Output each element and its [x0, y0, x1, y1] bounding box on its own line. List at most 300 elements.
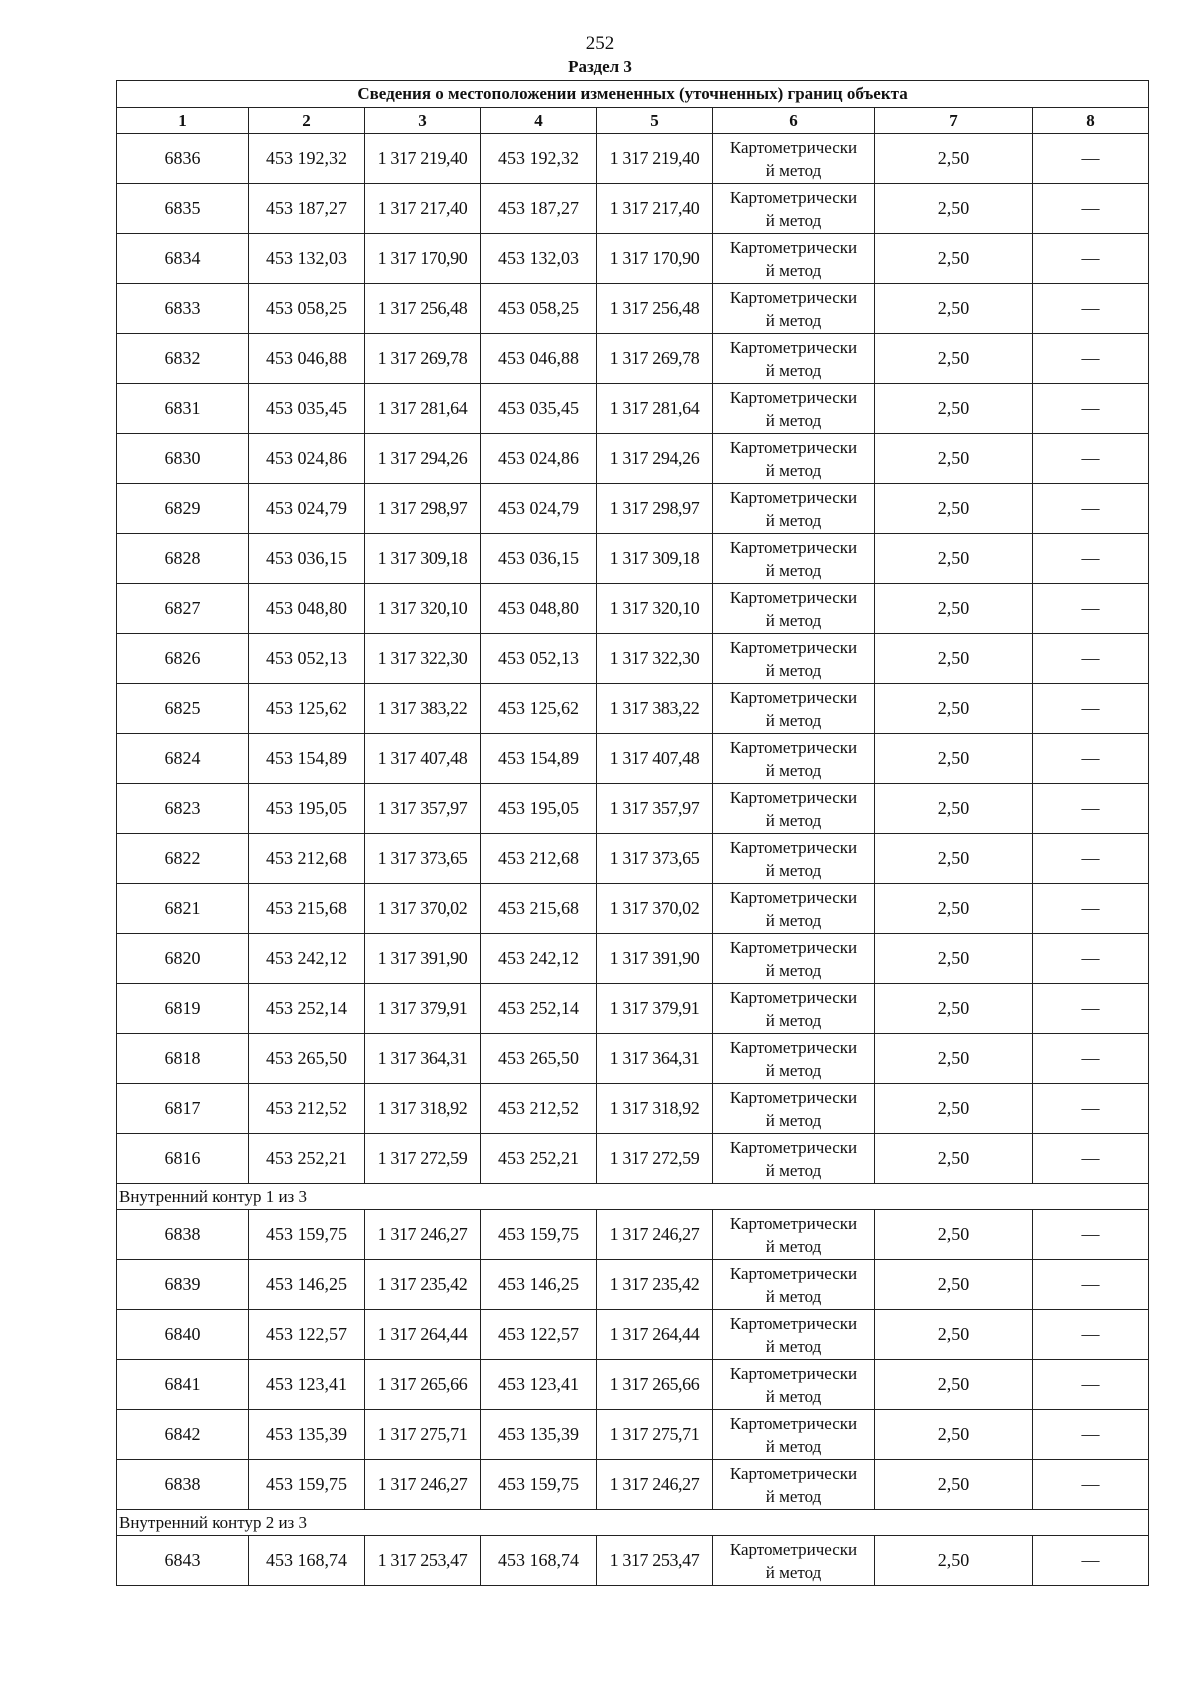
method-line-1: Картометрически	[729, 987, 858, 1007]
method-cell	[713, 684, 875, 734]
x-coordinate-cell: 453 122,57	[249, 1310, 365, 1360]
y-coordinate-new-cell: 1 317 391,90	[597, 934, 713, 984]
accuracy-cell: 2,50	[875, 1536, 1033, 1586]
y-coordinate-cell: 1 317 281,64	[365, 384, 481, 434]
y-coordinate-cell: 1 317 264,44	[365, 1310, 481, 1360]
method-cell	[713, 1460, 875, 1510]
method-line-1: Картометрически	[729, 587, 858, 607]
point-number-cell: 6817	[117, 1084, 249, 1134]
column-header: 2	[249, 108, 365, 134]
x-coordinate-cell: 453 265,50	[249, 1034, 365, 1084]
y-coordinate-new-cell: 1 317 373,65	[597, 834, 713, 884]
x-coordinate-cell: 453 212,52	[249, 1084, 365, 1134]
point-number-cell: 6821	[117, 884, 249, 934]
x-coordinate-cell: 453 024,79	[249, 484, 365, 534]
point-number-cell: 6836	[117, 134, 249, 184]
accuracy-cell: 2,50	[875, 1034, 1033, 1084]
method-line-2: й метод	[765, 1110, 822, 1130]
x-coordinate-new-cell: 453 122,57	[481, 1310, 597, 1360]
accuracy-cell: 2,50	[875, 334, 1033, 384]
x-coordinate-cell: 453 024,86	[249, 434, 365, 484]
description-cell: —	[1033, 784, 1149, 834]
description-cell: —	[1033, 1034, 1149, 1084]
table-row	[117, 634, 1149, 684]
point-number-cell: 6842	[117, 1410, 249, 1460]
method-line-2: й метод	[765, 910, 822, 930]
method-line-1: Картометрически	[729, 137, 858, 157]
method-line-2: й метод	[765, 710, 822, 730]
method-cell	[713, 834, 875, 884]
method-cell	[713, 134, 875, 184]
accuracy-cell: 2,50	[875, 384, 1033, 434]
method-cell	[713, 384, 875, 434]
accuracy-cell: 2,50	[875, 434, 1033, 484]
y-coordinate-new-cell: 1 317 246,27	[597, 1210, 713, 1260]
x-coordinate-new-cell: 453 242,12	[481, 934, 597, 984]
description-cell: —	[1033, 1310, 1149, 1360]
method-line-1: Картометрически	[729, 337, 858, 357]
method-line-1: Картометрически	[729, 237, 858, 257]
y-coordinate-new-cell: 1 317 294,26	[597, 434, 713, 484]
point-number-cell: 6839	[117, 1260, 249, 1310]
method-line-1: Картометрически	[729, 1463, 858, 1483]
y-coordinate-cell: 1 317 275,71	[365, 1410, 481, 1460]
method-line-1: Картометрически	[729, 387, 858, 407]
point-number-cell: 6830	[117, 434, 249, 484]
x-coordinate-cell: 453 154,89	[249, 734, 365, 784]
x-coordinate-cell: 453 252,21	[249, 1134, 365, 1184]
point-number-cell: 6835	[117, 184, 249, 234]
y-coordinate-cell: 1 317 318,92	[365, 1084, 481, 1134]
method-line-2: й метод	[765, 1160, 822, 1180]
method-line-2: й метод	[765, 660, 822, 680]
method-line-1: Картометрически	[729, 487, 858, 507]
y-coordinate-new-cell: 1 317 217,40	[597, 184, 713, 234]
y-coordinate-cell: 1 317 320,10	[365, 584, 481, 634]
point-number-cell: 6829	[117, 484, 249, 534]
point-number-cell: 6820	[117, 934, 249, 984]
description-cell: —	[1033, 584, 1149, 634]
method-cell	[713, 734, 875, 784]
table-row	[117, 984, 1149, 1034]
y-coordinate-cell: 1 317 256,48	[365, 284, 481, 334]
table-row	[117, 1134, 1149, 1184]
method-cell	[713, 984, 875, 1034]
table-row	[117, 284, 1149, 334]
y-coordinate-new-cell: 1 317 275,71	[597, 1410, 713, 1460]
column-header: 4	[481, 108, 597, 134]
method-line-1: Картометрически	[729, 837, 858, 857]
y-coordinate-cell: 1 317 219,40	[365, 134, 481, 184]
method-line-1: Картометрически	[729, 1037, 858, 1057]
table-row	[117, 584, 1149, 634]
y-coordinate-cell: 1 317 364,31	[365, 1034, 481, 1084]
y-coordinate-new-cell: 1 317 298,97	[597, 484, 713, 534]
description-cell: —	[1033, 534, 1149, 584]
x-coordinate-new-cell: 453 187,27	[481, 184, 597, 234]
x-coordinate-new-cell: 453 212,68	[481, 834, 597, 884]
y-coordinate-new-cell: 1 317 281,64	[597, 384, 713, 434]
x-coordinate-new-cell: 453 265,50	[481, 1034, 597, 1084]
point-number-cell: 6834	[117, 234, 249, 284]
accuracy-cell: 2,50	[875, 284, 1033, 334]
method-line-2: й метод	[765, 860, 822, 880]
method-cell	[713, 934, 875, 984]
description-cell: —	[1033, 1460, 1149, 1510]
method-cell	[713, 1034, 875, 1084]
contour-label: Внутренний контур 1 из 3	[117, 1184, 1149, 1210]
accuracy-cell: 2,50	[875, 784, 1033, 834]
x-coordinate-new-cell: 453 212,52	[481, 1084, 597, 1134]
point-number-cell: 6833	[117, 284, 249, 334]
table-row	[117, 334, 1149, 384]
description-cell: —	[1033, 734, 1149, 784]
x-coordinate-cell: 453 187,27	[249, 184, 365, 234]
x-coordinate-new-cell: 453 132,03	[481, 234, 597, 284]
table-row	[117, 684, 1149, 734]
method-cell	[713, 1536, 875, 1586]
accuracy-cell: 2,50	[875, 684, 1033, 734]
method-line-1: Картометрически	[729, 1363, 858, 1383]
method-cell	[713, 784, 875, 834]
method-line-2: й метод	[765, 260, 822, 280]
x-coordinate-new-cell: 453 125,62	[481, 684, 597, 734]
description-cell: —	[1033, 334, 1149, 384]
method-cell	[713, 1210, 875, 1260]
point-number-cell: 6819	[117, 984, 249, 1034]
method-line-2: й метод	[765, 1386, 822, 1406]
y-coordinate-new-cell: 1 317 264,44	[597, 1310, 713, 1360]
point-number-cell: 6825	[117, 684, 249, 734]
description-cell: —	[1033, 1084, 1149, 1134]
x-coordinate-cell: 453 048,80	[249, 584, 365, 634]
y-coordinate-new-cell: 1 317 253,47	[597, 1536, 713, 1586]
description-cell: —	[1033, 884, 1149, 934]
accuracy-cell: 2,50	[875, 1310, 1033, 1360]
method-cell	[713, 1410, 875, 1460]
description-cell: —	[1033, 1260, 1149, 1310]
page-number: 252	[585, 33, 615, 54]
method-line-1: Картометрически	[729, 287, 858, 307]
table-row	[117, 1310, 1149, 1360]
description-cell: —	[1033, 1210, 1149, 1260]
table-row	[117, 1360, 1149, 1410]
y-coordinate-new-cell: 1 317 309,18	[597, 534, 713, 584]
x-coordinate-new-cell: 453 154,89	[481, 734, 597, 784]
x-coordinate-new-cell: 453 252,21	[481, 1134, 597, 1184]
x-coordinate-cell: 453 046,88	[249, 334, 365, 384]
accuracy-cell: 2,50	[875, 634, 1033, 684]
x-coordinate-new-cell: 453 135,39	[481, 1410, 597, 1460]
method-line-1: Картометрически	[729, 1313, 858, 1333]
table-row	[117, 1536, 1149, 1586]
method-line-2: й метод	[765, 610, 822, 630]
y-coordinate-new-cell: 1 317 322,30	[597, 634, 713, 684]
method-cell	[713, 1360, 875, 1410]
column-header: 6	[713, 108, 875, 134]
point-number-cell: 6824	[117, 734, 249, 784]
description-cell: —	[1033, 284, 1149, 334]
x-coordinate-cell: 453 058,25	[249, 284, 365, 334]
method-cell	[713, 1260, 875, 1310]
point-number-cell: 6841	[117, 1360, 249, 1410]
y-coordinate-cell: 1 317 309,18	[365, 534, 481, 584]
method-line-2: й метод	[765, 810, 822, 830]
method-line-1: Картометрически	[729, 637, 858, 657]
accuracy-cell: 2,50	[875, 734, 1033, 784]
method-line-2: й метод	[765, 1010, 822, 1030]
x-coordinate-new-cell: 453 048,80	[481, 584, 597, 634]
accuracy-cell: 2,50	[875, 184, 1033, 234]
method-line-1: Картометрически	[729, 1263, 858, 1283]
point-number-cell: 6823	[117, 784, 249, 834]
y-coordinate-new-cell: 1 317 269,78	[597, 334, 713, 384]
description-cell: —	[1033, 934, 1149, 984]
method-line-2: й метод	[765, 210, 822, 230]
y-coordinate-cell: 1 317 253,47	[365, 1536, 481, 1586]
method-line-1: Картометрически	[729, 1213, 858, 1233]
method-line-1: Картометрически	[729, 1087, 858, 1107]
accuracy-cell: 2,50	[875, 934, 1033, 984]
table-header-row	[117, 108, 1149, 134]
table-row	[117, 1034, 1149, 1084]
method-line-2: й метод	[765, 1336, 822, 1356]
x-coordinate-new-cell: 453 168,74	[481, 1536, 597, 1586]
x-coordinate-cell: 453 195,05	[249, 784, 365, 834]
description-cell: —	[1033, 984, 1149, 1034]
x-coordinate-cell: 453 132,03	[249, 234, 365, 284]
contour-header-row	[117, 1184, 1149, 1210]
accuracy-cell: 2,50	[875, 1210, 1033, 1260]
method-line-1: Картометрически	[729, 1413, 858, 1433]
description-cell: —	[1033, 484, 1149, 534]
x-coordinate-new-cell: 453 024,86	[481, 434, 597, 484]
point-number-cell: 6843	[117, 1536, 249, 1586]
point-number-cell: 6827	[117, 584, 249, 634]
method-line-2: й метод	[765, 510, 822, 530]
x-coordinate-cell: 453 035,45	[249, 384, 365, 434]
description-cell: —	[1033, 1536, 1149, 1586]
x-coordinate-new-cell: 453 252,14	[481, 984, 597, 1034]
description-cell: —	[1033, 684, 1149, 734]
y-coordinate-cell: 1 317 235,42	[365, 1260, 481, 1310]
point-number-cell: 6822	[117, 834, 249, 884]
method-line-1: Картометрически	[729, 1137, 858, 1157]
x-coordinate-cell: 453 215,68	[249, 884, 365, 934]
method-line-1: Картометрически	[729, 937, 858, 957]
x-coordinate-cell: 453 159,75	[249, 1460, 365, 1510]
accuracy-cell: 2,50	[875, 234, 1033, 284]
x-coordinate-cell: 453 242,12	[249, 934, 365, 984]
y-coordinate-new-cell: 1 317 219,40	[597, 134, 713, 184]
x-coordinate-cell: 453 146,25	[249, 1260, 365, 1310]
y-coordinate-cell: 1 317 407,48	[365, 734, 481, 784]
y-coordinate-new-cell: 1 317 364,31	[597, 1034, 713, 1084]
accuracy-cell: 2,50	[875, 1134, 1033, 1184]
description-cell: —	[1033, 434, 1149, 484]
accuracy-cell: 2,50	[875, 884, 1033, 934]
method-cell	[713, 584, 875, 634]
y-coordinate-new-cell: 1 317 246,27	[597, 1460, 713, 1510]
y-coordinate-cell: 1 317 246,27	[365, 1210, 481, 1260]
y-coordinate-new-cell: 1 317 170,90	[597, 234, 713, 284]
y-coordinate-cell: 1 317 370,02	[365, 884, 481, 934]
method-cell	[713, 334, 875, 384]
point-number-cell: 6828	[117, 534, 249, 584]
x-coordinate-new-cell: 453 058,25	[481, 284, 597, 334]
method-line-1: Картометрически	[729, 687, 858, 707]
x-coordinate-new-cell: 453 036,15	[481, 534, 597, 584]
x-coordinate-new-cell: 453 146,25	[481, 1260, 597, 1310]
method-cell	[713, 234, 875, 284]
point-number-cell: 6832	[117, 334, 249, 384]
method-line-1: Картометрически	[729, 437, 858, 457]
y-coordinate-cell: 1 317 246,27	[365, 1460, 481, 1510]
description-cell: —	[1033, 1360, 1149, 1410]
description-cell: —	[1033, 1134, 1149, 1184]
y-coordinate-cell: 1 317 265,66	[365, 1360, 481, 1410]
table-row	[117, 134, 1149, 184]
accuracy-cell: 2,50	[875, 584, 1033, 634]
method-cell	[713, 434, 875, 484]
y-coordinate-cell: 1 317 379,91	[365, 984, 481, 1034]
method-line-1: Картометрически	[729, 1539, 858, 1559]
table-row	[117, 434, 1149, 484]
method-line-2: й метод	[765, 410, 822, 430]
column-header: 5	[597, 108, 713, 134]
description-cell: —	[1033, 1410, 1149, 1460]
method-line-1: Картометрически	[729, 537, 858, 557]
description-cell: —	[1033, 384, 1149, 434]
table-body	[117, 81, 1149, 1586]
x-coordinate-cell: 453 123,41	[249, 1360, 365, 1410]
table-row	[117, 934, 1149, 984]
x-coordinate-cell: 453 135,39	[249, 1410, 365, 1460]
method-cell	[713, 634, 875, 684]
method-line-2: й метод	[765, 760, 822, 780]
method-cell	[713, 1084, 875, 1134]
table-row	[117, 784, 1149, 834]
x-coordinate-cell: 453 212,68	[249, 834, 365, 884]
method-cell	[713, 1310, 875, 1360]
table-row	[117, 484, 1149, 534]
y-coordinate-new-cell: 1 317 235,42	[597, 1260, 713, 1310]
y-coordinate-cell: 1 317 298,97	[365, 484, 481, 534]
y-coordinate-cell: 1 317 383,22	[365, 684, 481, 734]
accuracy-cell: 2,50	[875, 1460, 1033, 1510]
x-coordinate-new-cell: 453 215,68	[481, 884, 597, 934]
y-coordinate-new-cell: 1 317 383,22	[597, 684, 713, 734]
method-line-2: й метод	[765, 1562, 822, 1582]
x-coordinate-new-cell: 453 195,05	[481, 784, 597, 834]
y-coordinate-cell: 1 317 373,65	[365, 834, 481, 884]
y-coordinate-cell: 1 317 269,78	[365, 334, 481, 384]
table-row	[117, 534, 1149, 584]
column-header: 8	[1033, 108, 1149, 134]
y-coordinate-new-cell: 1 317 265,66	[597, 1360, 713, 1410]
accuracy-cell: 2,50	[875, 1260, 1033, 1310]
method-cell	[713, 534, 875, 584]
description-cell: —	[1033, 184, 1149, 234]
x-coordinate-new-cell: 453 123,41	[481, 1360, 597, 1410]
column-header: 3	[365, 108, 481, 134]
column-header: 7	[875, 108, 1033, 134]
table-row	[117, 184, 1149, 234]
x-coordinate-cell: 453 036,15	[249, 534, 365, 584]
x-coordinate-cell: 453 052,13	[249, 634, 365, 684]
point-number-cell: 6816	[117, 1134, 249, 1184]
y-coordinate-cell: 1 317 272,59	[365, 1134, 481, 1184]
method-cell	[713, 1134, 875, 1184]
x-coordinate-cell: 453 192,32	[249, 134, 365, 184]
x-coordinate-new-cell: 453 024,79	[481, 484, 597, 534]
point-number-cell: 6826	[117, 634, 249, 684]
x-coordinate-new-cell: 453 159,75	[481, 1210, 597, 1260]
point-number-cell: 6818	[117, 1034, 249, 1084]
contour-label: Внутренний контур 2 из 3	[117, 1510, 1149, 1536]
boundary-table	[116, 80, 1149, 1586]
accuracy-cell: 2,50	[875, 1410, 1033, 1460]
accuracy-cell: 2,50	[875, 484, 1033, 534]
point-number-cell: 6838	[117, 1210, 249, 1260]
y-coordinate-new-cell: 1 317 370,02	[597, 884, 713, 934]
description-cell: —	[1033, 134, 1149, 184]
method-line-1: Картометрически	[729, 187, 858, 207]
contour-header-row	[117, 1510, 1149, 1536]
description-cell: —	[1033, 634, 1149, 684]
table-row	[117, 1460, 1149, 1510]
method-line-2: й метод	[765, 1286, 822, 1306]
y-coordinate-cell: 1 317 391,90	[365, 934, 481, 984]
x-coordinate-new-cell: 453 052,13	[481, 634, 597, 684]
method-line-2: й метод	[765, 460, 822, 480]
method-line-1: Картометрически	[729, 787, 858, 807]
method-line-2: й метод	[765, 1236, 822, 1256]
table-caption: Сведения о местоположении измененных (уточненных) границ объекта	[117, 81, 1149, 108]
table-row	[117, 1410, 1149, 1460]
point-number-cell: 6840	[117, 1310, 249, 1360]
x-coordinate-new-cell: 453 159,75	[481, 1460, 597, 1510]
table-row	[117, 1260, 1149, 1310]
method-line-2: й метод	[765, 960, 822, 980]
y-coordinate-new-cell: 1 317 379,91	[597, 984, 713, 1034]
method-line-2: й метод	[765, 160, 822, 180]
column-header: 1	[117, 108, 249, 134]
method-line-1: Картометрически	[729, 887, 858, 907]
method-line-2: й метод	[765, 1436, 822, 1456]
method-cell	[713, 184, 875, 234]
section-title: Раздел 3	[568, 57, 632, 76]
method-cell	[713, 884, 875, 934]
y-coordinate-new-cell: 1 317 318,92	[597, 1084, 713, 1134]
table-row	[117, 1210, 1149, 1260]
method-cell	[713, 284, 875, 334]
accuracy-cell: 2,50	[875, 834, 1033, 884]
y-coordinate-new-cell: 1 317 320,10	[597, 584, 713, 634]
x-coordinate-cell: 453 159,75	[249, 1210, 365, 1260]
method-cell	[713, 484, 875, 534]
table-row	[117, 834, 1149, 884]
y-coordinate-new-cell: 1 317 256,48	[597, 284, 713, 334]
accuracy-cell: 2,50	[875, 134, 1033, 184]
accuracy-cell: 2,50	[875, 1084, 1033, 1134]
table-row	[117, 234, 1149, 284]
method-line-2: й метод	[765, 310, 822, 330]
table-row	[117, 884, 1149, 934]
table-row	[117, 384, 1149, 434]
table-row	[117, 734, 1149, 784]
table-row	[117, 1084, 1149, 1134]
